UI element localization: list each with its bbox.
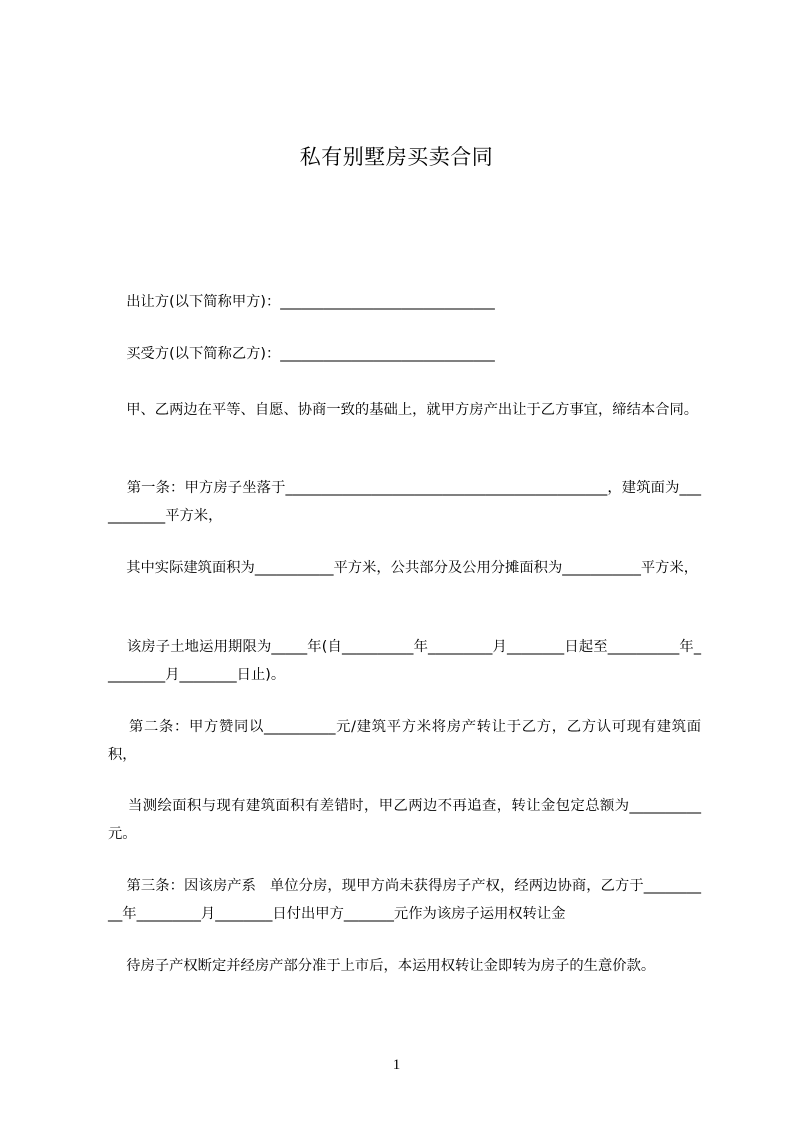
buyer-line: 买受方(以下简称乙方)：______________________________ <box>108 346 495 362</box>
seller-line: 出让方(以下简称甲方)：______________________________ <box>108 294 495 310</box>
page-number: 1 <box>392 1057 401 1073</box>
article-3-paragraph: 第三条：因该房产系 单位分房，现甲方尚未获得房子产权，经两边协商，乙方于__________年_________月________日付出甲方_______元作为该房子运用权转让金 <box>108 878 701 922</box>
preamble-paragraph: 甲、乙两边在平等、自愿、协商一致的基础上，就甲方房产出让于乙方事宜，缔结本合同。 <box>108 402 699 418</box>
area-paragraph: 其中实际建筑面积为___________平方米，公共部分及公用分摊面积为___________平方米， <box>108 560 699 576</box>
survey-paragraph: 当测绘面积与现有建筑面积有差错时，甲乙两边不再追查，转让金包定总额为__________元。 <box>108 798 701 842</box>
document-title: 私有别墅房买卖合同 <box>299 145 494 169</box>
land-term-paragraph: 该房子土地运用期限为_____年(自__________年_________月________日起至__________年_________月________日止)。 <box>108 639 701 683</box>
transfer-paragraph: 待房子产权断定并经房产部分准于上市后，本运用权转让金即转为房子的生意价款。 <box>108 958 656 974</box>
article-2-paragraph: 第二条：甲方赞同以__________元/建筑平方米将房产转让于乙方，乙方认可现有建筑面积， <box>108 719 701 763</box>
article-1-paragraph: 第一条：甲方房子坐落于_____________________________________________，建筑面为___________平方米， <box>108 480 702 524</box>
